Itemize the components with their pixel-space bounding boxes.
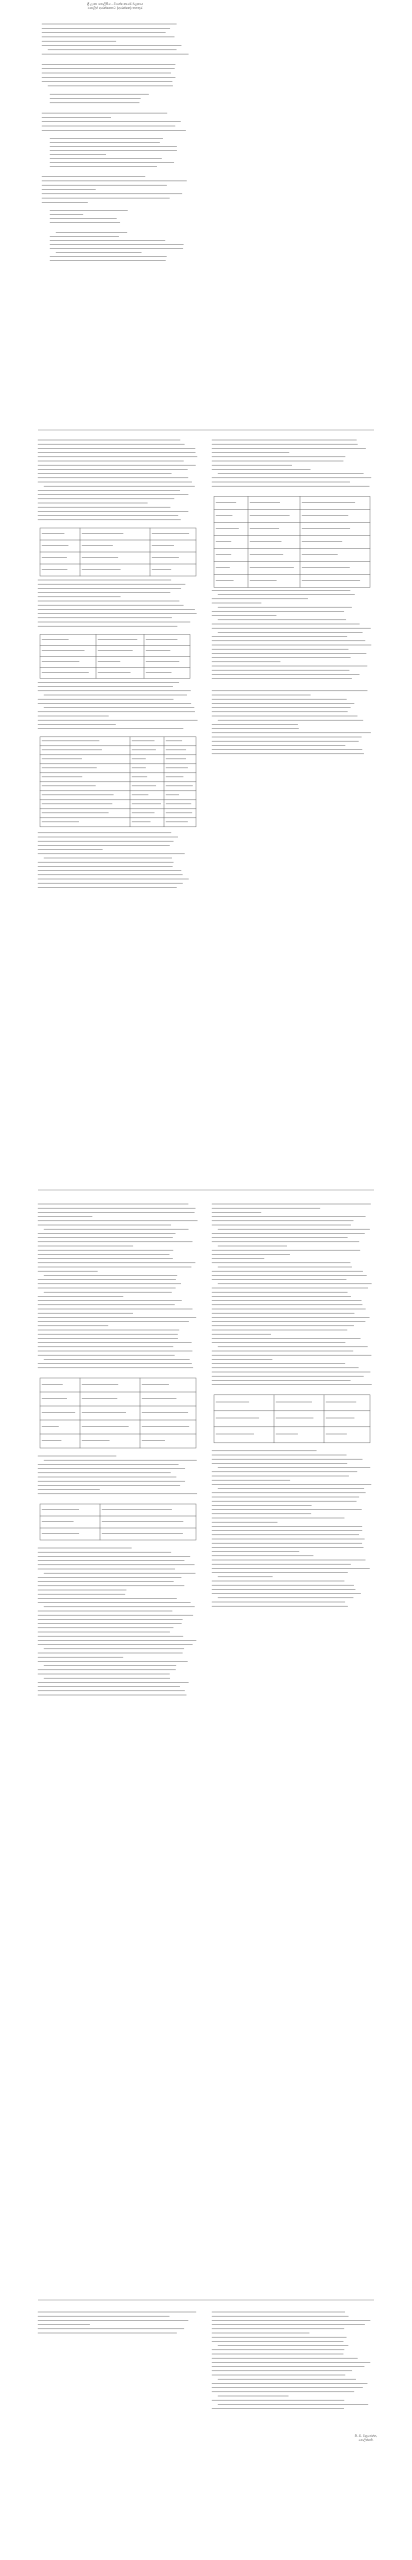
left-column-documents — [38, 1456, 197, 1494]
right-column-final-notes — [212, 1451, 371, 1606]
signature-name: සී. ඩී. වික්‍රමරත්න, — [354, 2434, 378, 2438]
allowance-list — [50, 139, 177, 167]
closing-paragraph — [212, 2312, 370, 2409]
right-column-medical — [212, 691, 371, 754]
right-column-physical — [212, 440, 371, 486]
header-line-2: පොලිස් ආරක්ෂකභට (ආරක්ෂක) තනතුර — [87, 6, 143, 11]
right-column-selection — [212, 1204, 372, 1385]
signature-block — [336, 2434, 396, 2442]
exam-subjects-table — [40, 737, 196, 827]
qualification-items — [50, 233, 183, 261]
salary-details — [50, 94, 149, 103]
fitness-test-table — [214, 496, 370, 587]
section-salary — [42, 64, 175, 86]
tables — [40, 496, 370, 1540]
application-fee-table — [40, 1378, 196, 1448]
intro-paragraph — [42, 24, 188, 54]
body-text — [38, 24, 374, 2409]
physical-requirements-table — [40, 528, 196, 576]
closing-left-notes — [38, 2312, 196, 2333]
right-column-interview — [212, 590, 371, 678]
section-conditions — [42, 177, 187, 203]
condition-items — [50, 211, 128, 223]
left-column-instructions — [38, 1548, 196, 1695]
document-list-table — [40, 1504, 196, 1540]
age-limits-table — [40, 634, 190, 678]
left-column-age — [38, 580, 196, 626]
left-column-further — [38, 833, 189, 888]
left-column-application — [38, 1204, 197, 1368]
section-allowances — [42, 113, 186, 130]
signature-title: පොලිස්පති. — [358, 2438, 374, 2442]
table-frame — [214, 496, 370, 587]
table-frame — [40, 1378, 196, 1448]
selection-table — [214, 1395, 370, 1443]
header-line-1: ශ්‍රී ලංකා පොලිසිය - විශේෂ කාර්ය බලකාය — [86, 2, 144, 6]
left-column-exam — [38, 682, 197, 728]
left-column-eligibility — [38, 440, 197, 520]
